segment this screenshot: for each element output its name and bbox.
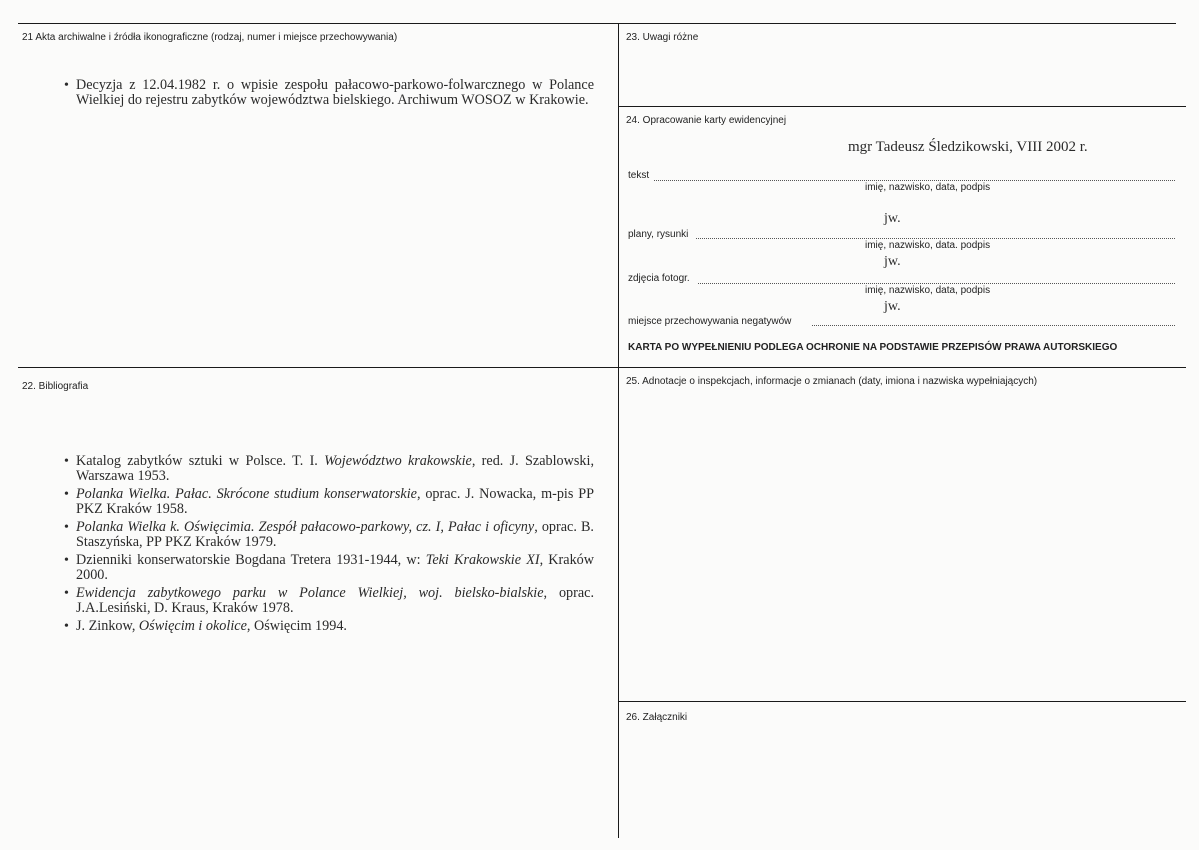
bibliography-item bbox=[64, 520, 594, 550]
bib-text: , oprac. J.A.Lesiński, D. Kraus, Kraków 1978. bbox=[76, 585, 595, 616]
row-text-sub: imię, nazwisko, data, podpis bbox=[865, 182, 991, 193]
section-21-label: 21 Akta archiwalne i źródła ikonograficzne (rodzaj, numer i miejsce przechowywania) bbox=[22, 32, 398, 43]
section-23-label: 23. Uwagi różne bbox=[626, 32, 699, 43]
row-text-label: tekst bbox=[628, 170, 650, 181]
section-24-label: 24. Opracowanie karty ewidencyjnej bbox=[626, 115, 787, 126]
archive-item: • Decyzja z 12.04.1982 r. o wpisie zespołu pałacowo-parkowo-folwarcznego w Polance Wielkiej do rejestru zabytków województwa bielskiego. Archiwum WOSOZ w Krakowie. bbox=[64, 78, 594, 108]
bib-title: Teki Krakowskie XI bbox=[425, 552, 540, 568]
row-photos-line bbox=[698, 283, 1175, 284]
bib-text: J. Zinkow, bbox=[76, 618, 139, 634]
row-text-line bbox=[654, 180, 1175, 181]
row-negatives-label: miejsce przechowywania negatywów bbox=[628, 316, 792, 327]
bib-title: Województwo krakowskie bbox=[324, 453, 472, 469]
author-entry: mgr Tadeusz Śledzikowski, VIII 2002 r. bbox=[848, 139, 1088, 155]
bib-text: , Oświęcim 1994. bbox=[246, 618, 347, 634]
bib-title: Polanka Wielka k. Oświęcimia. Zespół pałacowo-parkowy, cz. I, Pałac i oficyny bbox=[76, 519, 535, 535]
bib-title: Oświęcim i okolice bbox=[138, 618, 247, 634]
archive-list bbox=[64, 78, 594, 111]
section-26-label: 26. Załączniki bbox=[626, 712, 688, 723]
section-22-label: 22. Bibliografia bbox=[22, 381, 89, 392]
vertical-divider bbox=[618, 23, 619, 838]
section-25-label: 25. Adnotacje o inspekcjach, informacje o zmianach (daty, imiona i nazwiska wypełniających) bbox=[626, 376, 1038, 387]
divider-23-24 bbox=[618, 106, 1186, 107]
bibliography-item bbox=[64, 454, 594, 484]
bib-text: , oprac. J. Nowacka, m-pis PP PKZ Kraków 1958. bbox=[76, 486, 594, 517]
copyright-notice: KARTA PO WYPEŁNIENIU PODLEGA OCHRONIE NA PODSTAWIE PRZEPISÓW PRAWA AUTORSKIEGO bbox=[628, 342, 1118, 353]
bibliography-item bbox=[64, 619, 594, 634]
bib-text: Dzienniki konserwatorskie Bogdana Tretera 1931-1944, w: bbox=[76, 552, 426, 568]
bibliography-list bbox=[64, 454, 594, 637]
bibliography-item bbox=[64, 586, 594, 616]
middle-border bbox=[18, 367, 1186, 368]
row-negatives-line bbox=[812, 325, 1175, 326]
row-text-value: jw. bbox=[884, 211, 901, 226]
bibliography-item bbox=[64, 487, 594, 517]
row-photos-sub: imię, nazwisko, data, podpis bbox=[865, 285, 991, 296]
bib-title: Ewidencja zabytkowego parku w Polance Wielkiej, woj. bielsko-bialskie bbox=[76, 585, 544, 601]
bib-text: , oprac. B. Staszyńska, PP PKZ Kraków 1979. bbox=[76, 519, 594, 550]
row-plans-line bbox=[696, 238, 1175, 239]
row-plans-sub: imię, nazwisko, data. podpis bbox=[865, 240, 991, 251]
divider-25-26 bbox=[618, 701, 1186, 702]
bib-text: , Kraków 2000. bbox=[76, 552, 595, 583]
row-plans-label: plany, rysunki bbox=[628, 229, 689, 240]
bibliography-item bbox=[64, 553, 594, 583]
row-plans-value: jw. bbox=[884, 254, 901, 269]
row-photos-value: jw. bbox=[884, 299, 901, 314]
bib-title: Polanka Wielka. Pałac. Skrócone studium konserwatorskie bbox=[76, 486, 417, 502]
row-photos-label: zdjęcia fotogr. bbox=[628, 273, 690, 284]
bib-text: , red. J. Szablowski, Warszawa 1953. bbox=[76, 453, 594, 484]
top-border bbox=[18, 23, 1176, 24]
bib-text: Katalog zabytków sztuki w Polsce. T. I. bbox=[76, 453, 325, 469]
